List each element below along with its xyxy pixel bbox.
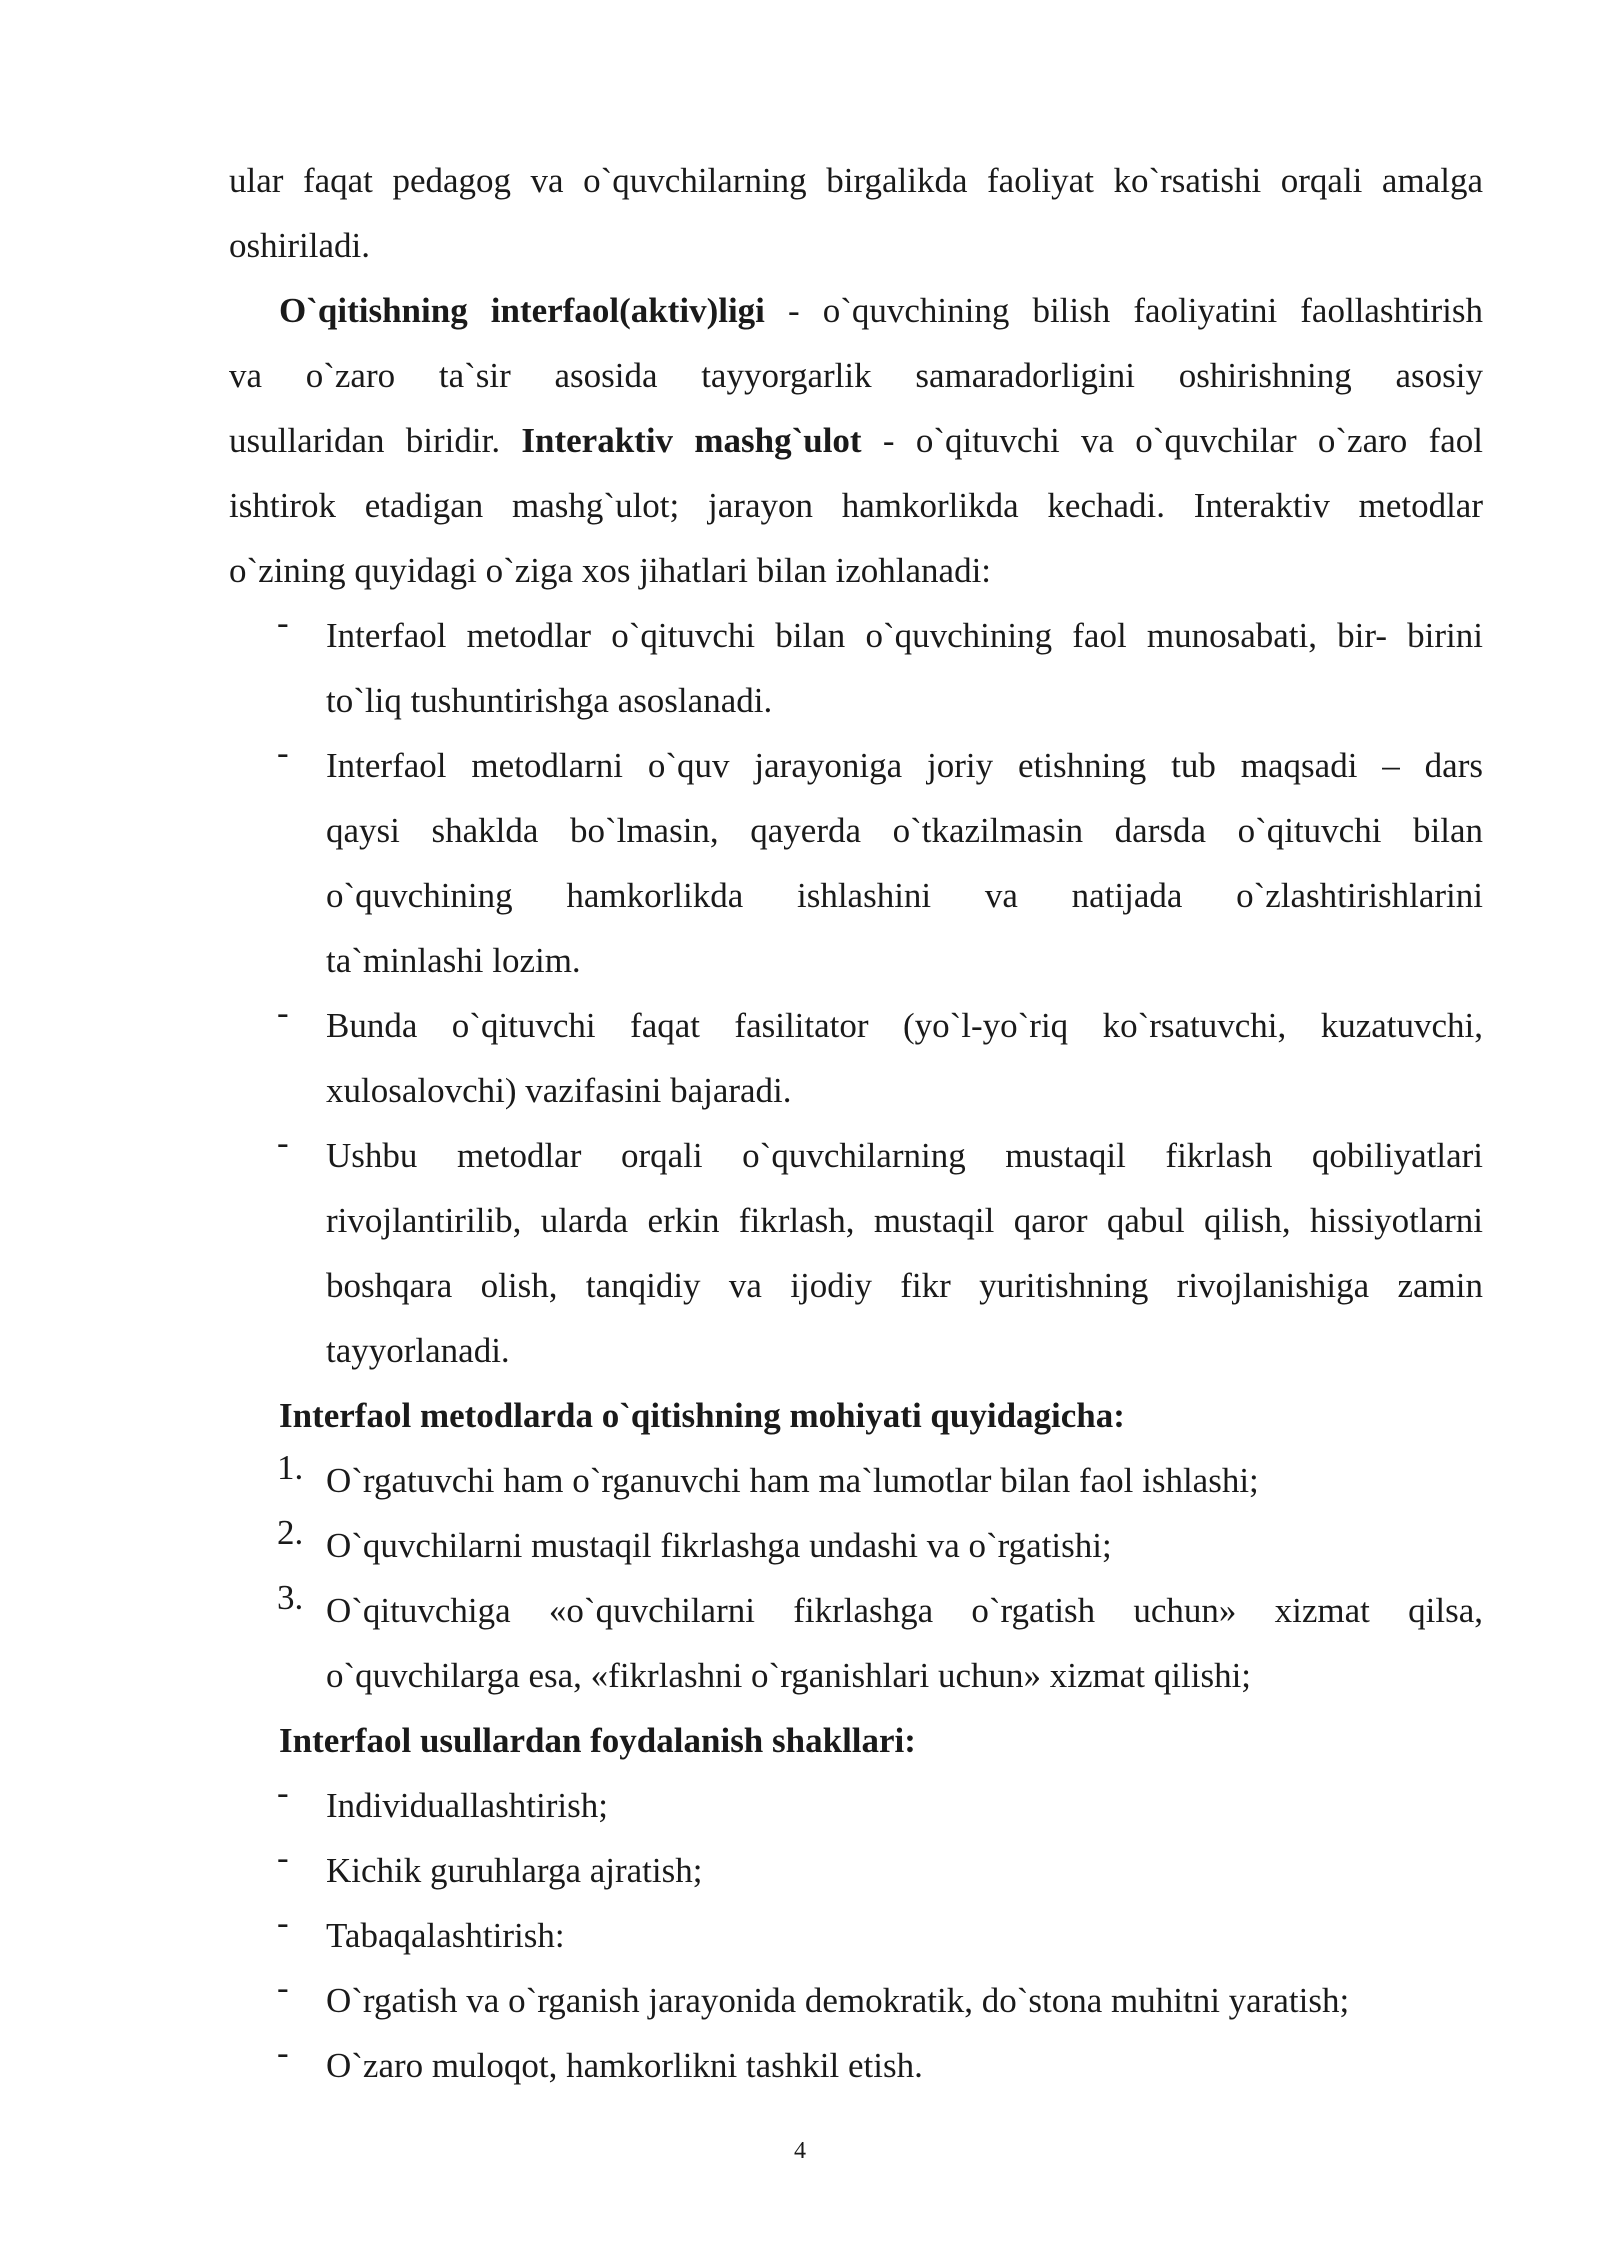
- list-item-line: to`liq tushuntirishga asoslanadi.: [326, 681, 773, 720]
- list-item-line: O`quvchilarni mustaqil fikrlashga undashi va o`rgatishi;: [326, 1526, 1112, 1565]
- list-item-line: Kichik guruhlarga ajratish;: [326, 1851, 703, 1890]
- list-item-line: O`qituvchiga «o`quvchilarni fikrlashga o`rgatish uchun» xizmat qilsa,: [326, 1591, 1483, 1630]
- list-item-line: rivojlantirilib, ularda erkin fikrlash, mustaqil qaror qabul qilish, hissiyotlarni: [326, 1201, 1483, 1240]
- list-item-line: boshqara olish, tanqidiy va ijodiy fikr yuritishning rivojlanishiga zamin: [326, 1266, 1483, 1305]
- numbered-item: [229, 1578, 1483, 1708]
- numbered-item: [229, 1448, 1483, 1513]
- list-item: [229, 1123, 1483, 1383]
- list-item-line: ta`minlashi lozim.: [326, 941, 581, 980]
- definition-line: ishtirok etadigan mashg`ulot; jarayon hamkorlikda kechadi. Interaktiv metodlar: [229, 486, 1483, 525]
- term-interactive-lesson: Interaktiv mashg`ulot: [521, 421, 862, 460]
- page-number: 4: [794, 2138, 806, 2164]
- list-item: [229, 1968, 1483, 2033]
- list-item-line: o`quvchining hamkorlikda ishlashini va natijada o`zlashtirishlarini: [326, 876, 1483, 915]
- item-number: 1.: [277, 1448, 304, 1487]
- definition-line: [229, 278, 1483, 343]
- list-item: [229, 1903, 1483, 1968]
- dash-marker: -: [277, 1838, 289, 1877]
- list-item-line: O`rgatish va o`rganish jarayonida demokratik, do`stona muhitni yaratish;: [326, 1981, 1350, 2020]
- list-item-line: O`zaro muloqot, hamkorlikni tashkil etish.: [326, 2046, 923, 2085]
- term-interactivity: O`qitishning interfaol(aktiv)ligi: [279, 291, 765, 330]
- list-item-line: Tabaqalashtirish:: [326, 1916, 565, 1955]
- definition-line: [229, 408, 1483, 473]
- dash-marker: -: [277, 603, 289, 642]
- dash-marker: -: [277, 1968, 289, 2007]
- numbered-item: [229, 1513, 1483, 1578]
- forms-list: [229, 1773, 1483, 2098]
- definition-text: usullaridan biridir.: [229, 421, 522, 460]
- list-item: [229, 993, 1483, 1123]
- item-number: 2.: [277, 1513, 304, 1552]
- list-item-line: Interfaol metodlarni o`quv jarayoniga joriy etishning tub maqsadi – dars: [326, 746, 1483, 785]
- list-item: [229, 1838, 1483, 1903]
- dash-marker: -: [277, 1903, 289, 1942]
- definition-line: va o`zaro ta`sir asosida tayyorgarlik samaradorligini oshirishning asosiy: [229, 356, 1483, 395]
- list-item-line: O`rgatuvchi ham o`rganuvchi ham ma`lumotlar bilan faol ishlashi;: [326, 1461, 1259, 1500]
- dash-marker: -: [277, 1123, 289, 1162]
- list-item-line: Bunda o`qituvchi faqat fasilitator (yo`l-yo`riq ko`rsatuvchi, kuzatuvchi,: [326, 1006, 1483, 1045]
- item-number: 3.: [277, 1578, 304, 1617]
- list-item: [229, 2033, 1483, 2098]
- list-item-line: tayyorlanadi.: [326, 1331, 510, 1370]
- features-list: [229, 603, 1483, 1383]
- definition-line: o`zining quyidagi o`ziga xos jihatlari bilan izohlanadi:: [229, 551, 992, 590]
- dash-marker: -: [277, 1773, 289, 1812]
- intro-line: ular faqat pedagog va o`quvchilarning birgalikda faoliyat ko`rsatishi orqali amalga: [229, 161, 1483, 200]
- list-item-line: Ushbu metodlar orqali o`quvchilarning mustaqil fikrlash qobiliyatlari: [326, 1136, 1483, 1175]
- section-heading: Interfaol metodlarda o`qitishning mohiyati quyidagicha:: [279, 1396, 1125, 1435]
- list-item: [229, 1773, 1483, 1838]
- dash-marker: -: [277, 2033, 289, 2072]
- dash-marker: -: [277, 993, 289, 1032]
- dash-marker: -: [277, 733, 289, 772]
- page-body: [229, 148, 1483, 2098]
- list-item-line: o`quvchilarga esa, «fikrlashni o`rganishlari uchun» xizmat qilishi;: [326, 1656, 1252, 1695]
- section-heading: Interfaol usullardan foydalanish shakllari:: [279, 1721, 916, 1760]
- essence-list: [229, 1448, 1483, 1708]
- definition-text: - o`quvchining bilish faoliyatini faollashtirish: [764, 291, 1483, 330]
- intro-line: oshiriladi.: [229, 226, 370, 265]
- list-item: [229, 603, 1483, 733]
- definition-text: - o`qituvchi va o`quvchilar o`zaro faol: [861, 421, 1483, 460]
- list-item-line: Interfaol metodlar o`qituvchi bilan o`quvchining faol munosabati, bir- birini: [326, 616, 1483, 655]
- list-item: [229, 733, 1483, 993]
- list-item-line: Individuallashtirish;: [326, 1786, 608, 1825]
- list-item-line: qaysi shaklda bo`lmasin, qayerda o`tkazilmasin darsda o`qituvchi bilan: [326, 811, 1483, 850]
- list-item-line: xulosalovchi) vazifasini bajaradi.: [326, 1071, 792, 1110]
